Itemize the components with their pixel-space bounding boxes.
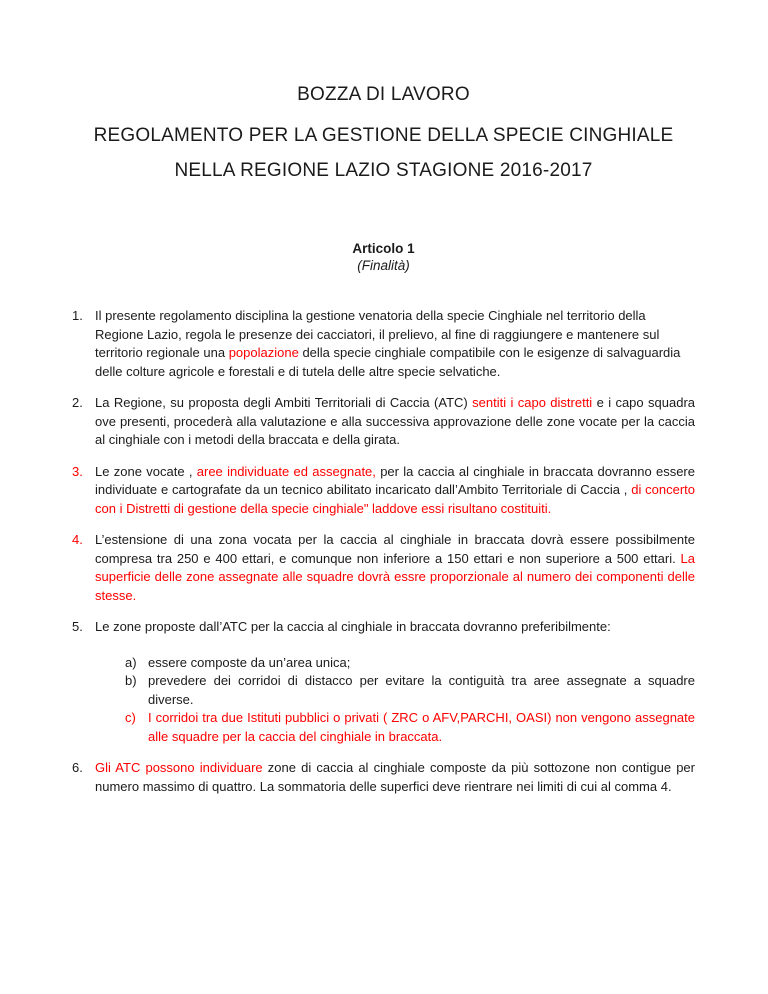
text-run-black: per la caccia al cinghiale in braccata dovranno essere individuate e cartografate da un tecnico abilitato incaricato dall’Ambito Territoriale di Caccia , <box>95 463 695 497</box>
regulation-item <box>72 463 695 519</box>
text-run-red: sentiti i capo distretti <box>472 395 593 410</box>
regulation-item <box>72 531 695 605</box>
text-run-red: I corridoi tra due Istituti pubblici o privati ( ZRC o AFV,PARCHI, OASI) non vengono assegnate alle squadre per la caccia del cinghiale in braccata. <box>148 710 695 744</box>
draft-label: BOZZA DI LAVORO <box>297 84 470 105</box>
sub-item-text <box>148 654 695 673</box>
item-text <box>95 618 695 746</box>
text-run-black: prevedere dei corridoi di distacco per evitare la contiguità tra aree assegnate a squadre diverse. <box>148 673 695 707</box>
sub-item-text <box>148 709 695 746</box>
text-run-black: della specie cinghiale compatibile con le esigenze di salvaguardia delle colture agricole e forestali e di tutela delle altre specie selvatiche. <box>95 345 681 379</box>
text-run-red: popolazione <box>228 345 299 360</box>
document-title-line1: REGOLAMENTO PER LA GESTIONE DELLA SPECIE CINGHIALE <box>93 125 674 146</box>
sub-item-letter: a) <box>125 654 137 670</box>
text-run-black: zone di caccia al cinghiale composte da più sottozone non contigue per numero massimo di quattro. La sommatoria delle superfici deve rientrare nei limiti di cui al comma 4. <box>95 760 695 794</box>
item-text <box>95 307 695 381</box>
item-sublist <box>95 654 695 747</box>
text-run-black: e i capo squadra ove presenti, procederà alla valutazione e alla successiva approvazione delle zone vocate per la caccia al cinghiale con i metodi della braccata e della girata. <box>95 395 695 447</box>
item-text <box>95 759 695 796</box>
text-run-black: Le zone vocate , <box>95 463 197 479</box>
sub-item <box>95 672 695 709</box>
text-run-black: essere composte da un’area unica; <box>148 654 351 670</box>
article-subtitle: (Finalità) <box>357 258 410 273</box>
text-run-red: di concerto con i Distretti di gestione della specie cinghiale" laddove essi risultano costituiti. <box>95 482 695 516</box>
sub-item <box>95 709 695 746</box>
regulation-item <box>72 618 695 746</box>
text-run-red: La superficie delle zone assegnate alle squadre dovrà essre proporzionale al numero dei componenti delle stesse. <box>95 550 695 603</box>
regulation-item <box>72 307 695 381</box>
document-title <box>72 118 695 188</box>
text-run-black: Le zone proposte dall’ATC per la caccia al cinghiale in braccata dovranno preferibilmente: <box>95 619 611 634</box>
sub-item-letter: c) <box>125 710 136 725</box>
article-list <box>72 307 695 796</box>
item-number: 2. <box>72 395 83 410</box>
text-run-black: L’estensione di una zona vocata per la caccia al cinghiale in braccata dovrà essere possibilmente compresa tra 250 e 400 ettari, e comunque non inferiore a 150 ettari e non superiore a 500 ettari. <box>95 532 695 566</box>
item-number: 4. <box>72 532 83 547</box>
item-number: 1. <box>72 308 83 323</box>
text-run-red: aree individuate ed assegnate, <box>196 463 376 479</box>
article-heading: Articolo 1 <box>352 241 415 256</box>
text-run-black: La Regione, su proposta degli Ambiti Territoriali di Caccia (ATC) <box>95 395 473 410</box>
sub-item-letter: b) <box>125 673 137 688</box>
sub-item <box>95 654 695 673</box>
item-text <box>95 394 695 450</box>
text-run-red: Gli ATC possono individuare <box>95 760 268 775</box>
regulation-item <box>72 394 695 450</box>
item-text <box>95 463 695 519</box>
regulation-item <box>72 759 695 796</box>
item-number: 3. <box>72 463 83 479</box>
sub-item-text <box>148 672 695 709</box>
text-run-black: Il presente regolamento disciplina la gestione venatoria della specie Cinghiale nel territorio della Regione Lazio, regola le presenze dei cacciatori, il prelievo, al fine di raggiungere e mantenere sul territorio regionale una <box>95 308 660 360</box>
item-number: 6. <box>72 760 83 775</box>
document-title-line2: NELLA REGIONE LAZIO STAGIONE 2016-2017 <box>174 160 593 181</box>
item-text <box>95 531 695 605</box>
item-number: 5. <box>72 619 83 634</box>
